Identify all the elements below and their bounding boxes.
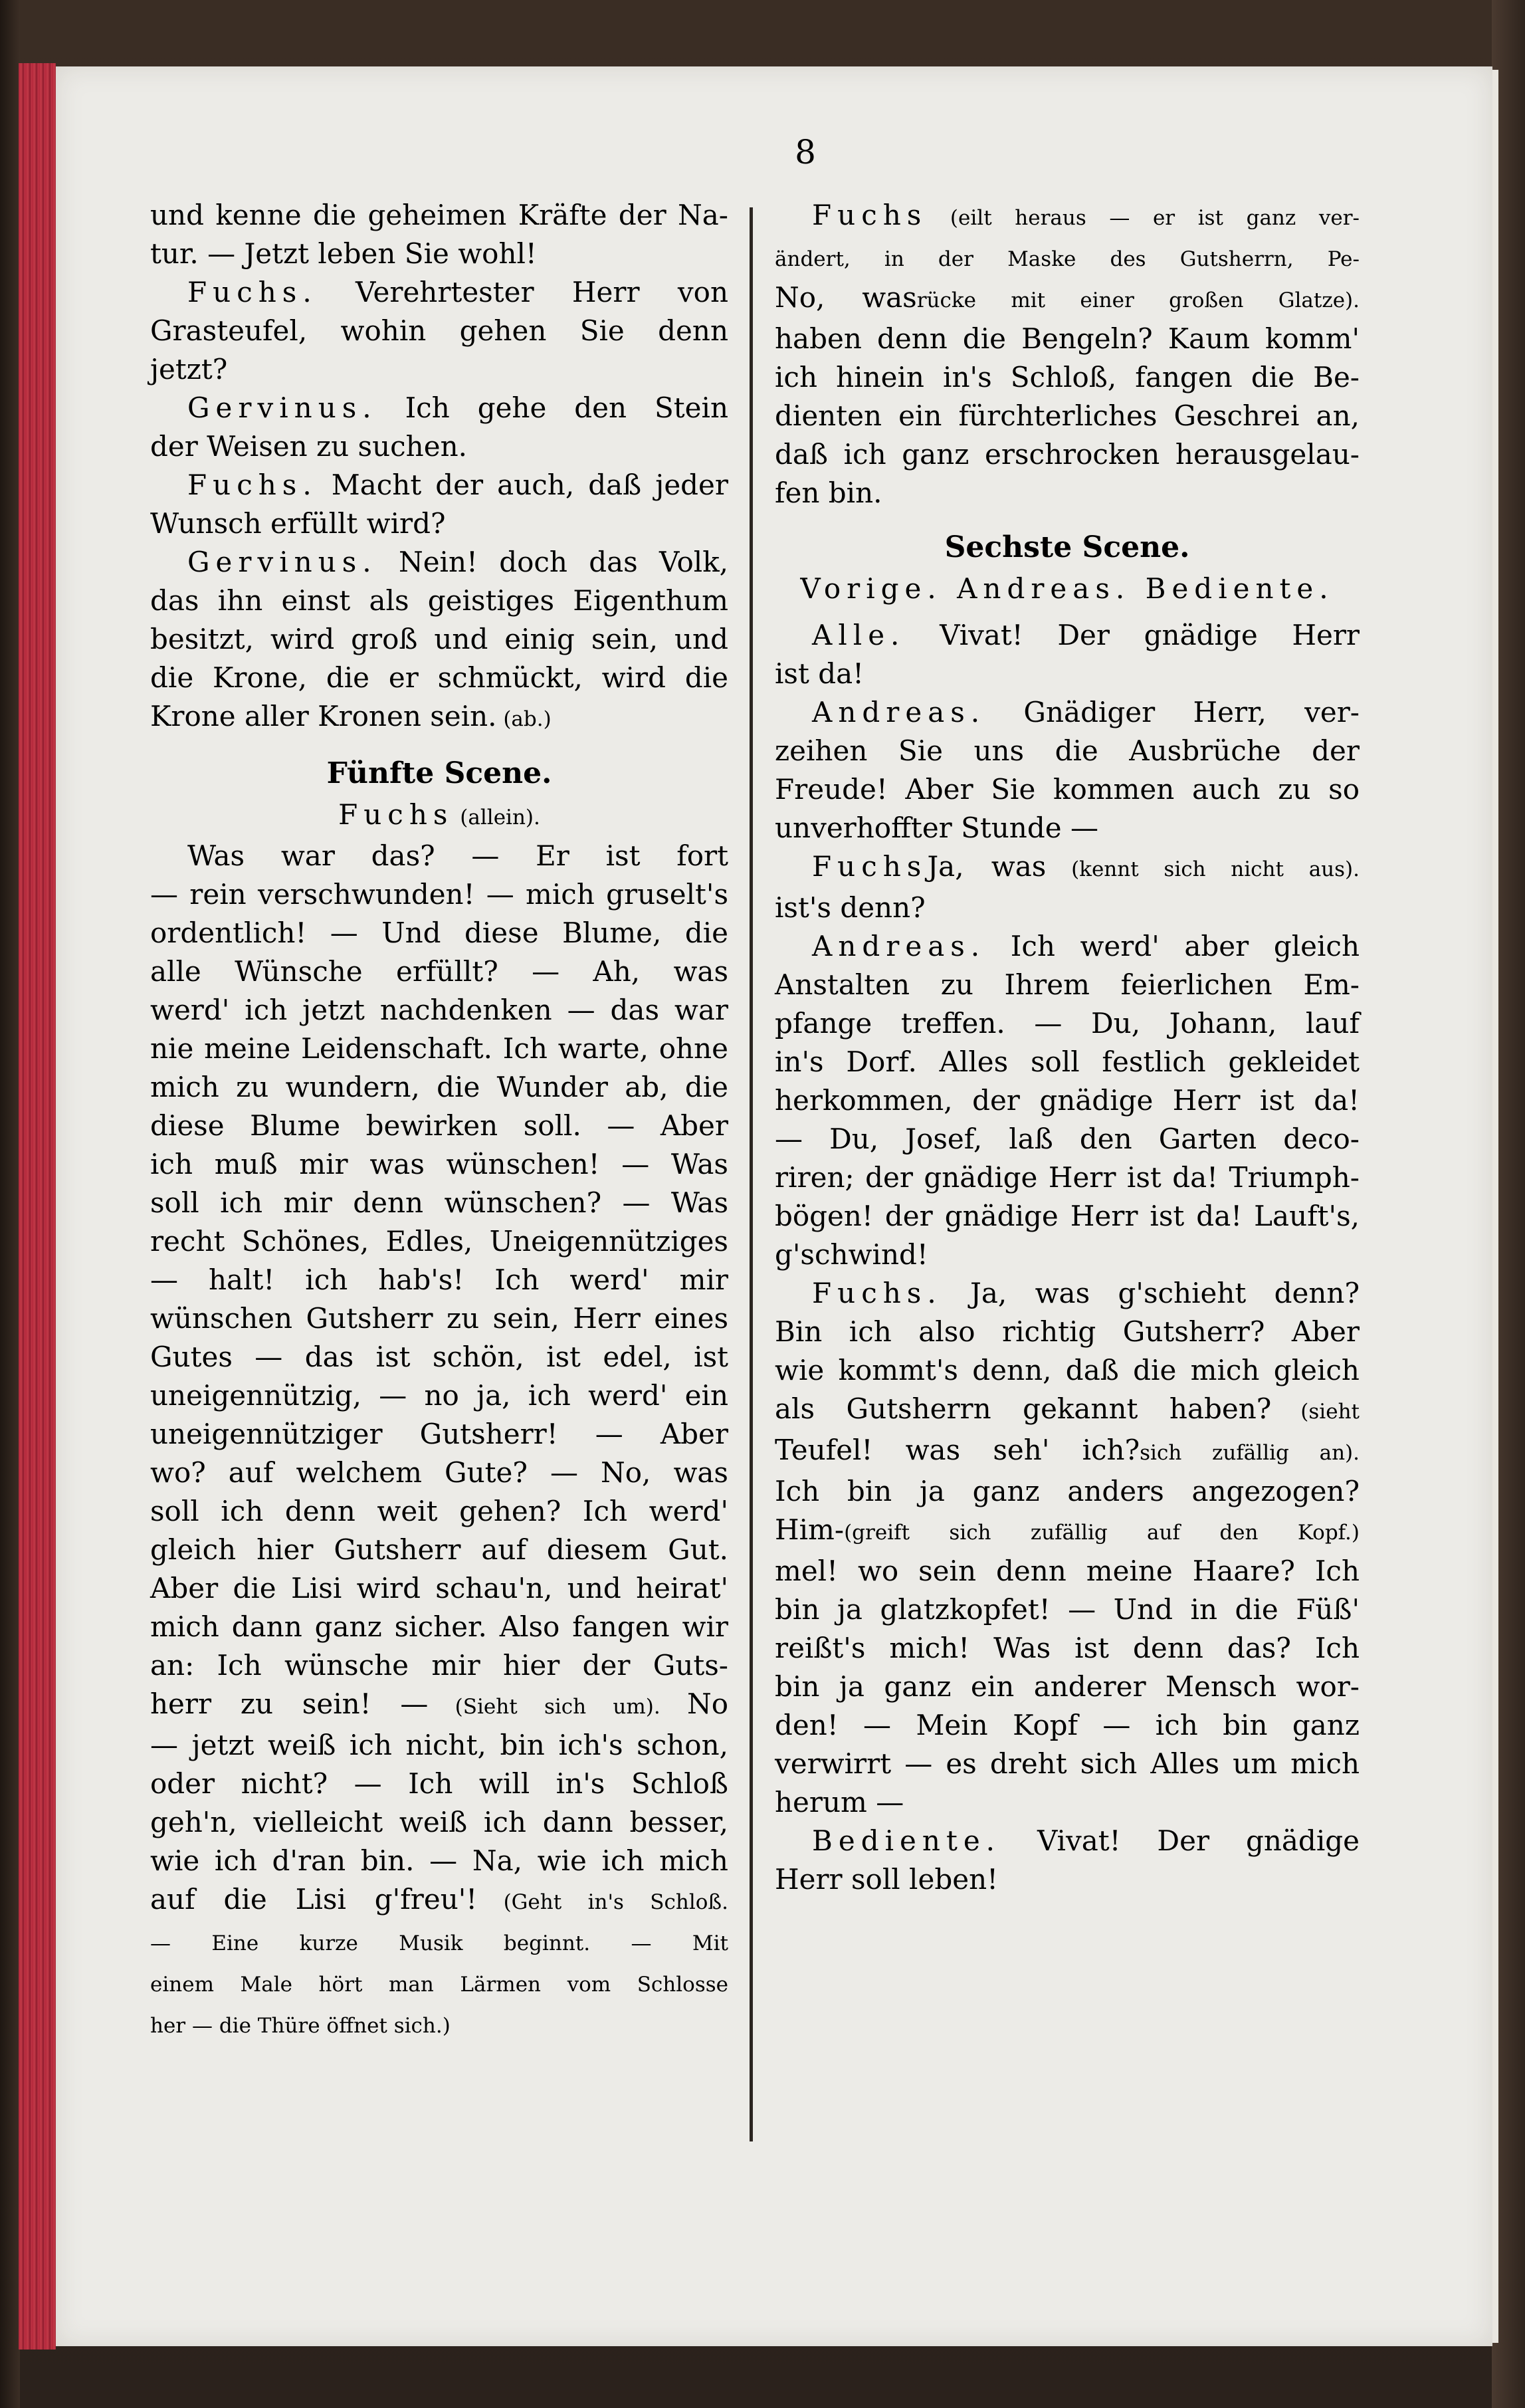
text-line xyxy=(150,837,728,875)
text-line xyxy=(775,966,1360,1004)
text-line xyxy=(775,1822,1360,1860)
book-spine xyxy=(0,0,20,2408)
line-text: herr zu sein! — xyxy=(150,1688,429,1720)
line-text: an: Ich wünsche mir hier der Guts- xyxy=(150,1649,728,1682)
line-text: Bin ich also richtig Gutsherr? Aber xyxy=(775,1315,1360,1348)
line-text: wo? auf welchem Gute? — No, was xyxy=(150,1456,728,1489)
text-line xyxy=(775,570,1360,608)
text-line xyxy=(150,697,728,738)
stage-direction: — Eine kurze Musik beginnt. — Mit xyxy=(150,1931,728,1955)
line-text: Vivat! Der gnädige xyxy=(1001,1824,1360,1857)
text-line xyxy=(775,474,1360,512)
text-line xyxy=(150,1880,728,1921)
text-line xyxy=(775,616,1360,655)
line-text: Ich werd' aber gleich xyxy=(985,930,1360,962)
text-line xyxy=(150,1222,728,1261)
text-line xyxy=(150,1299,728,1338)
text-line xyxy=(150,1454,728,1492)
text-line xyxy=(150,952,728,991)
line-text: unverhoffter Stunde — xyxy=(775,812,1098,844)
line-text: Verehrtester Herr von xyxy=(317,276,728,308)
heading-text: Fünfte Scene. xyxy=(326,756,552,790)
line-text: soll ich denn weit gehen? Ich werd' xyxy=(150,1495,728,1527)
speaker-name: Andreas. xyxy=(812,696,986,728)
text-line xyxy=(150,389,728,427)
text-line xyxy=(150,1376,728,1415)
text-line xyxy=(775,770,1360,809)
line-text: der Weisen zu suchen. xyxy=(150,430,467,463)
line-text: nie meine Leidenschaft. Ich warte, ohne xyxy=(150,1032,728,1065)
text-line xyxy=(150,1726,728,1765)
line-text: wünschen Gutsherr zu sein, Herr eines xyxy=(150,1302,728,1335)
text-line xyxy=(150,914,728,952)
speaker-name: Andreas. xyxy=(812,930,986,962)
text-line xyxy=(150,1184,728,1222)
line-text: daß ich ganz erschrocken herausgelau- xyxy=(775,438,1360,471)
line-text: uneigennütziger Gutsherr! — Aber xyxy=(150,1418,728,1450)
line-text: No, was xyxy=(775,281,917,314)
line-text: alle Wünsche erfüllt? — Ah, was xyxy=(150,955,728,988)
stage-direction: rücke mit einer großen Glatze). xyxy=(916,288,1360,312)
text-line xyxy=(150,1338,728,1376)
text-line xyxy=(775,1511,1360,1552)
line-text: — rein verschwunden! — mich gruselt's xyxy=(150,878,728,911)
line-text: Vivat! Der gnädige Herr xyxy=(905,619,1360,651)
line-text: Ja, was xyxy=(927,850,1047,883)
line-text: verwirrt — es dreht sich Alles um mich xyxy=(775,1747,1360,1780)
line-text: den! — Mein Kopf — ich bin ganz xyxy=(775,1709,1360,1741)
line-text: tur. — Jetzt leben Sie wohl! xyxy=(150,237,537,270)
text-line xyxy=(775,397,1360,435)
text-line xyxy=(775,1860,1360,1899)
line-text: Aber die Lisi wird schau'n, und heirat' xyxy=(150,1572,728,1604)
text-line xyxy=(775,809,1360,847)
text-line xyxy=(150,1803,728,1842)
left-column xyxy=(150,196,728,2190)
speaker-name: Fuchs. xyxy=(187,469,318,501)
line-text: bin ja ganz ein anderer Mensch wor- xyxy=(775,1670,1360,1703)
line-text: — Du, Josef, laß den Garten deco- xyxy=(775,1123,1360,1155)
stage-direction: (Geht in's Schloß. xyxy=(477,1890,728,1914)
line-text: ist da! xyxy=(775,657,864,690)
text-line xyxy=(775,435,1360,474)
text-line xyxy=(150,1646,728,1685)
line-text: — halt! ich hab's! Ich werd' mir xyxy=(150,1263,728,1296)
line-text: bin ja glatzkopfet! — Und in die Füß' xyxy=(775,1593,1360,1626)
scene-heading xyxy=(775,528,1360,567)
line-text: Him- xyxy=(775,1513,845,1546)
line-text: und kenne die geheimen Kräfte der Na- xyxy=(150,199,728,231)
line-text: ich muß mir was wünschen! — Was xyxy=(150,1148,728,1180)
text-line xyxy=(775,1629,1360,1668)
heading-text: Sechste Scene. xyxy=(944,530,1190,564)
text-line xyxy=(150,1765,728,1803)
line-text: Nein! doch das Volk, xyxy=(377,546,728,578)
next-page-edge xyxy=(1492,70,1498,2343)
stage-direction: (Sieht sich um). xyxy=(428,1695,687,1719)
line-text: reißt's mich! Was ist denn das? Ich xyxy=(775,1632,1360,1664)
text-line xyxy=(150,273,728,312)
line-text: mich zu wundern, die Wunder ab, die xyxy=(150,1071,728,1103)
line-text: uneigennützig, — no ja, ich werd' ein xyxy=(150,1379,728,1412)
text-line xyxy=(775,1472,1360,1511)
line-text: Krone aller Kronen sein. xyxy=(150,700,497,732)
line-text: wie kommt's denn, daß die mich gleich xyxy=(775,1354,1360,1386)
text-line xyxy=(150,1842,728,1880)
line-text: das ihn einst als geistiges Eigenthum xyxy=(150,584,728,617)
text-line xyxy=(150,196,728,235)
text-line xyxy=(150,1963,728,2004)
line-text: Teufel! was seh' ich? xyxy=(775,1434,1140,1466)
stage-direction: (ab.) xyxy=(496,707,552,731)
stage-direction: einem Male hört man Lärmen vom Schlosse xyxy=(150,1973,728,1997)
text-line xyxy=(150,1030,728,1068)
text-line xyxy=(150,1145,728,1184)
text-line xyxy=(150,350,728,389)
text-line xyxy=(150,1415,728,1454)
text-line xyxy=(775,196,1360,237)
line-text: No xyxy=(686,1688,729,1720)
speaker-name: Gervinus. xyxy=(187,546,377,578)
text-line xyxy=(775,1081,1360,1120)
line-text: fen bin. xyxy=(775,477,882,509)
text-line xyxy=(150,1921,728,1963)
text-line xyxy=(775,1706,1360,1745)
text-line xyxy=(150,1569,728,1608)
speaker-name: Vorige. Andreas. Bediente. xyxy=(800,572,1334,605)
column-divider xyxy=(750,207,753,2141)
speaker-name: Fuchs. xyxy=(812,1277,942,1309)
text-line xyxy=(775,278,1360,320)
line-text: herum — xyxy=(775,1786,904,1818)
stage-direction: ändert, in der Maske des Gutsherrn, Pe- xyxy=(775,247,1360,271)
text-line xyxy=(150,796,728,837)
scene-heading xyxy=(150,754,728,793)
text-line xyxy=(150,427,728,466)
speaker-name: Bediente. xyxy=(812,1824,1001,1857)
line-text: recht Schönes, Edles, Uneigennütziges xyxy=(150,1225,728,1258)
text-line xyxy=(150,2004,728,2045)
text-line xyxy=(775,1783,1360,1822)
text-line xyxy=(775,1745,1360,1783)
line-text: riren; der gnädige Herr ist da! Triumph- xyxy=(775,1161,1360,1194)
line-text: pfange treffen. — Du, Johann, lauf xyxy=(775,1007,1360,1040)
text-line xyxy=(150,991,728,1030)
text-line xyxy=(775,1043,1360,1081)
speaker-name: Gervinus. xyxy=(187,391,377,424)
line-text: als Gutsherrn gekannt haben? xyxy=(775,1392,1272,1425)
line-text: geh'n, vielleicht weiß ich dann besser, xyxy=(150,1806,728,1838)
line-text: Was war das? — Er ist fort xyxy=(187,839,728,872)
text-line xyxy=(150,1068,728,1107)
text-line xyxy=(150,1608,728,1646)
line-text: Gnädiger Herr, ver- xyxy=(985,696,1360,728)
text-line xyxy=(150,1685,728,1726)
line-text: diese Blume bewirken soll. — Aber xyxy=(150,1109,728,1142)
text-line xyxy=(150,620,728,659)
text-line xyxy=(775,655,1360,693)
line-text: Freude! Aber Sie kommen auch zu so xyxy=(775,773,1360,806)
line-text: Wunsch erfüllt wird? xyxy=(150,507,446,540)
text-line xyxy=(150,1492,728,1531)
text-line xyxy=(775,1274,1360,1313)
text-line xyxy=(150,1531,728,1569)
red-page-edges xyxy=(19,63,56,2350)
text-line xyxy=(775,847,1360,889)
line-text: jetzt? xyxy=(150,353,228,385)
text-line xyxy=(150,659,728,697)
text-line xyxy=(150,875,728,914)
text-line xyxy=(775,927,1360,966)
line-text: in's Dorf. Alles soll festlich gekleidet xyxy=(775,1045,1360,1078)
line-text: oder nicht? — Ich will in's Schloß xyxy=(150,1767,728,1800)
line-text: Grasteufel, wohin gehen Sie denn xyxy=(150,314,728,347)
line-text: Anstalten zu Ihrem feierlichen Em- xyxy=(775,968,1360,1001)
stage-direction: (sieht xyxy=(1271,1400,1360,1424)
speaker-name: Fuchs xyxy=(338,798,454,831)
text-line xyxy=(150,582,728,620)
stage-direction: (kennt sich nicht aus). xyxy=(1046,857,1360,881)
stage-direction: (eilt heraus — er ist ganz ver- xyxy=(927,206,1360,230)
text-line xyxy=(775,889,1360,927)
line-text: gleich hier Gutsherr auf diesem Gut. xyxy=(150,1533,728,1566)
text-line xyxy=(775,1158,1360,1197)
right-column xyxy=(775,196,1360,2190)
text-line xyxy=(150,504,728,543)
line-text: Ich bin ja ganz anders angezogen? xyxy=(775,1475,1360,1507)
speaker-name: Alle. xyxy=(812,619,906,651)
text-line xyxy=(775,732,1360,770)
line-text: ist's denn? xyxy=(775,891,926,924)
speaker-name: Fuchs xyxy=(812,199,928,231)
line-text: auf die Lisi g'freu'! xyxy=(150,1883,478,1915)
text-line xyxy=(775,1431,1360,1472)
text-line xyxy=(150,1261,728,1299)
stage-direction: (allein). xyxy=(453,806,540,829)
text-line xyxy=(775,1351,1360,1390)
text-line xyxy=(775,320,1360,358)
text-line xyxy=(775,693,1360,732)
text-line xyxy=(775,1236,1360,1274)
text-line xyxy=(775,358,1360,397)
line-text: Gutes — das ist schön, ist edel, ist xyxy=(150,1341,728,1373)
line-text: Ich gehe den Stein xyxy=(377,391,728,424)
text-line xyxy=(775,1590,1360,1629)
text-line xyxy=(150,466,728,504)
speaker-name: Fuchs xyxy=(812,850,928,883)
text-line xyxy=(150,1107,728,1145)
line-text: zeihen Sie uns die Ausbrüche der xyxy=(775,734,1360,767)
line-text: g'schwind! xyxy=(775,1238,928,1271)
line-text: Herr soll leben! xyxy=(775,1863,998,1896)
text-line xyxy=(775,1552,1360,1590)
line-text: wie ich d'ran bin. — Na, wie ich mich xyxy=(150,1844,728,1877)
line-text: Macht der auch, daß jeder xyxy=(317,469,728,501)
text-line xyxy=(775,1197,1360,1236)
line-text: dienten ein fürchterliches Geschrei an, xyxy=(775,399,1360,432)
line-text: haben denn die Bengeln? Kaum komm' xyxy=(775,322,1360,355)
spacer xyxy=(775,608,1360,616)
page-number: 8 xyxy=(795,133,816,171)
text-line xyxy=(775,1668,1360,1706)
stage-direction: sich zufällig an). xyxy=(1140,1441,1360,1465)
text-line xyxy=(775,237,1360,278)
speaker-name: Fuchs. xyxy=(187,276,318,308)
stage-direction: her — die Thüre öffnet sich.) xyxy=(150,2014,451,2038)
line-text: werd' ich jetzt nachdenken — das war xyxy=(150,994,728,1026)
stage-direction: (greift sich zufällig auf den Kopf.) xyxy=(844,1521,1360,1545)
line-text: Ja, was g'schieht denn? xyxy=(942,1277,1360,1309)
line-text: bögen! der gnädige Herr ist da! Lauft's, xyxy=(775,1200,1360,1232)
text-line xyxy=(775,1390,1360,1431)
text-line xyxy=(150,543,728,582)
text-line xyxy=(150,235,728,273)
line-text: ich hinein in's Schloß, fangen die Be- xyxy=(775,361,1360,393)
text-line xyxy=(150,312,728,350)
line-text: soll ich mir denn wünschen? — Was xyxy=(150,1186,728,1219)
text-line xyxy=(775,1120,1360,1158)
line-text: — jetzt weiß ich nicht, bin ich's schon, xyxy=(150,1729,728,1761)
line-text: mel! wo sein denn meine Haare? Ich xyxy=(775,1555,1360,1587)
text-line xyxy=(775,1313,1360,1351)
line-text: besitzt, wird groß und einig sein, und xyxy=(150,623,728,655)
line-text: ordentlich! — Und diese Blume, die xyxy=(150,917,728,949)
line-text: herkommen, der gnädige Herr ist da! xyxy=(775,1084,1360,1117)
text-line xyxy=(775,1004,1360,1043)
line-text: mich dann ganz sicher. Also fangen wir xyxy=(150,1610,728,1643)
line-text: die Krone, die er schmückt, wird die xyxy=(150,661,728,694)
